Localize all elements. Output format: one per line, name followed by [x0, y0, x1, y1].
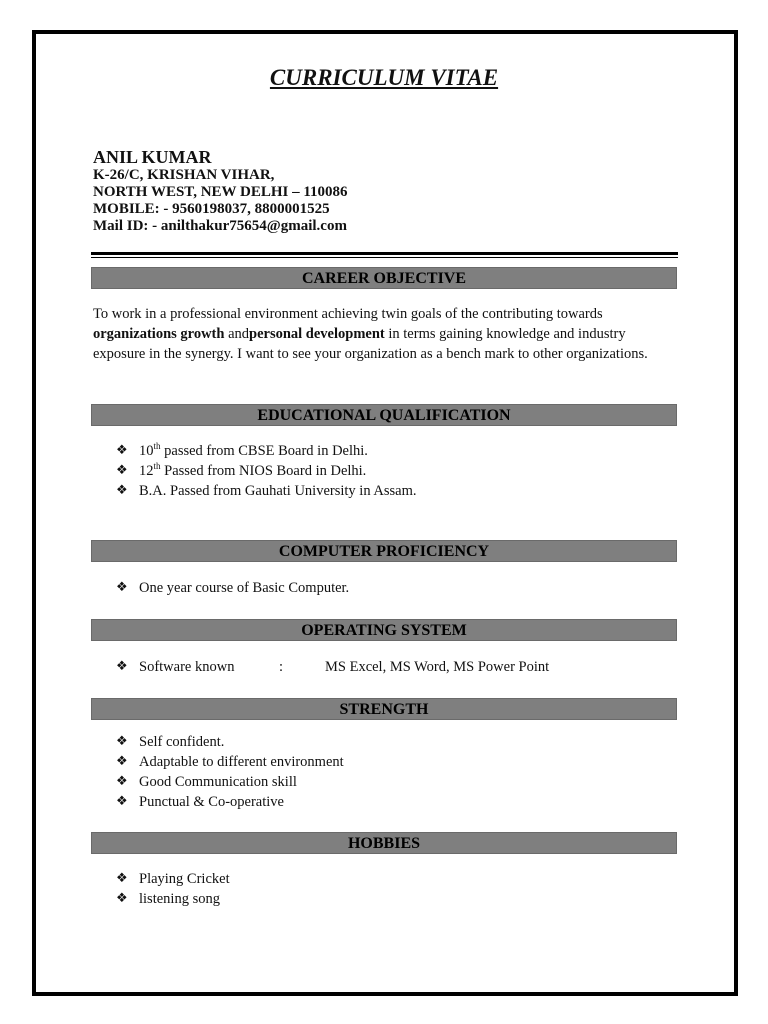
section-header-education: EDUCATIONAL QUALIFICATION	[91, 404, 677, 426]
diamond-bullet-icon: ❖	[116, 443, 128, 458]
list-item: ❖ Adaptable to different environment	[116, 754, 344, 770]
list-item: ❖ 10th passed from CBSE Board in Delhi.	[116, 441, 368, 459]
diamond-bullet-icon: ❖	[116, 659, 128, 674]
section-header-operating-system: OPERATING SYSTEM	[91, 619, 677, 641]
diamond-bullet-icon: ❖	[116, 463, 128, 478]
divider-thin	[91, 257, 678, 258]
list-item: ❖ listening song	[116, 891, 220, 907]
address-line-1: K-26/C, KRISHAN VIHAR,	[93, 167, 275, 183]
section-header-career-objective: CAREER OBJECTIVE	[91, 267, 677, 289]
list-item: ❖ 12th Passed from NIOS Board in Delhi.	[116, 461, 367, 479]
list-item: ❖ Self confident.	[116, 734, 225, 750]
section-header-hobbies: HOBBIES	[91, 832, 677, 854]
diamond-bullet-icon: ❖	[116, 794, 128, 809]
document-title: CURRICULUM VITAE	[269, 65, 499, 90]
computer-list	[0, 578, 349, 598]
diamond-bullet-icon: ❖	[116, 580, 128, 595]
diamond-bullet-icon: ❖	[116, 483, 128, 498]
career-bold-1: organizations growth	[93, 326, 225, 342]
career-objective-text	[93, 304, 673, 364]
diamond-bullet-icon: ❖	[116, 891, 128, 906]
list-item: ❖ Software known : MS Excel, MS Word, MS Power Point	[116, 659, 550, 675]
candidate-name: ANIL KUMAR	[93, 147, 212, 167]
software-known-label: Software known	[139, 659, 235, 675]
divider-thick	[91, 252, 678, 255]
career-text-2: and	[224, 326, 250, 342]
list-item: ❖ Good Communication skill	[116, 774, 297, 790]
address-line-2: NORTH WEST, NEW DELHI – 110086	[93, 184, 348, 200]
software-known-value: MS Excel, MS Word, MS Power Point	[325, 659, 550, 675]
diamond-bullet-icon: ❖	[116, 871, 128, 886]
list-item: ❖ B.A. Passed from Gauhati University in Assam.	[116, 483, 417, 499]
mobile-number: MOBILE: - 9560198037, 8800001525	[93, 201, 330, 217]
section-header-computer-proficiency: COMPUTER PROFICIENCY	[91, 540, 677, 562]
section-header-strength: STRENGTH	[91, 698, 677, 720]
diamond-bullet-icon: ❖	[116, 754, 128, 769]
contact-block	[93, 148, 348, 235]
diamond-bullet-icon: ❖	[116, 734, 128, 749]
career-text-1: To work in a professional environment achieving twin goals of the contributing towards	[93, 306, 603, 322]
education-list	[0, 441, 417, 501]
career-text-3: in terms gaining knowledge and industry exposure in the synergy. I want to see your organization as a bench mark to other organizations.	[93, 326, 648, 362]
list-item: ❖ Punctual & Co-operative	[116, 794, 284, 810]
career-bold-2: personal development	[249, 326, 385, 342]
list-item: ❖ One year course of Basic Computer.	[116, 580, 350, 596]
list-item: ❖ Playing Cricket	[116, 871, 230, 887]
email-address: Mail ID: - anilthakur75654@gmail.com	[93, 218, 347, 234]
os-list	[0, 657, 549, 677]
strength-list	[0, 732, 344, 812]
diamond-bullet-icon: ❖	[116, 774, 128, 789]
hobbies-list	[0, 869, 230, 909]
